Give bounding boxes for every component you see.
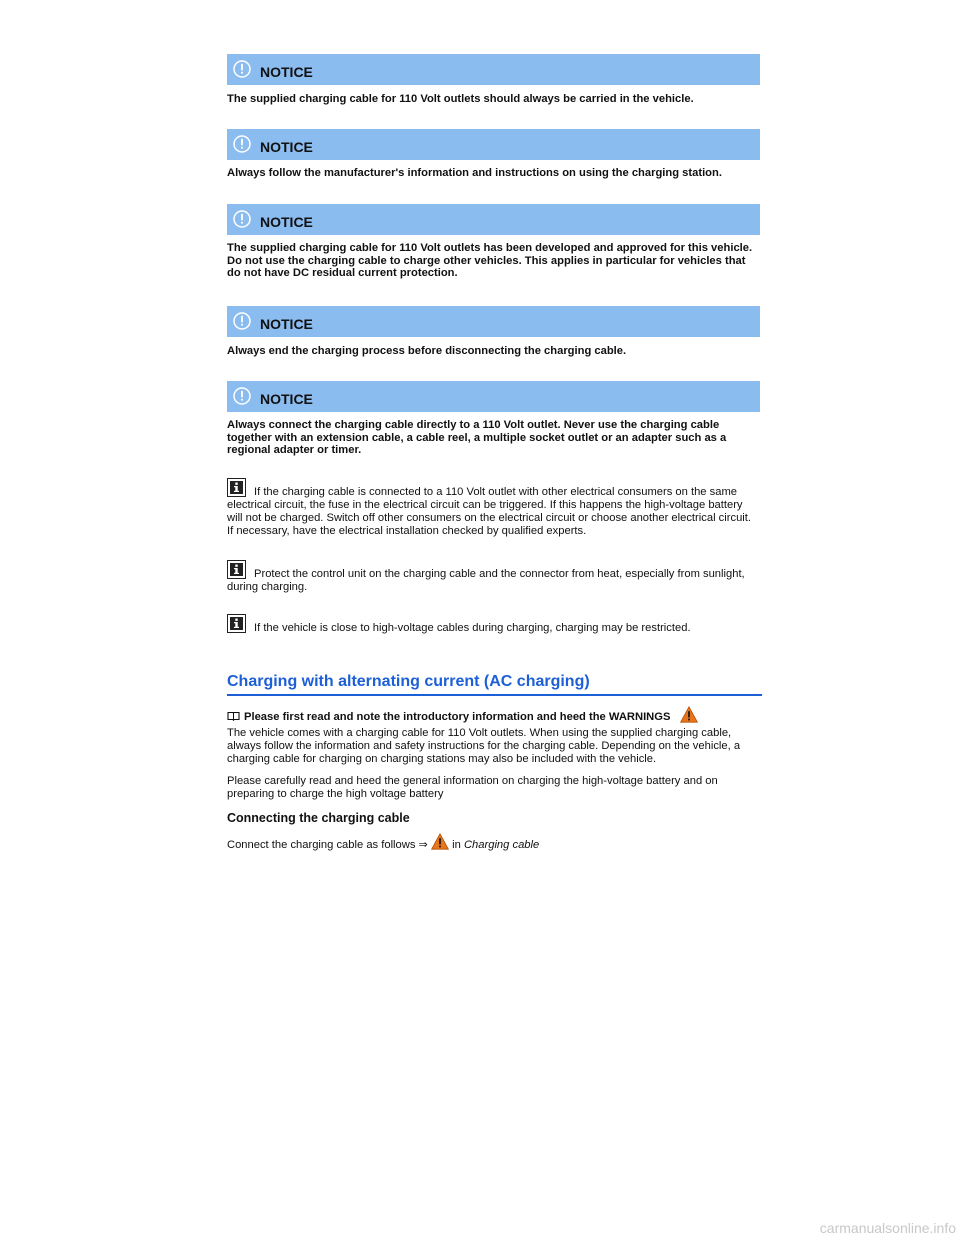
connect-prefix: Connect the charging cable as follows ⇒ bbox=[227, 839, 428, 851]
exclamation-circle-icon bbox=[233, 135, 251, 153]
info-text: If the charging cable is connected to a 110 Volt outlet with other electrical consumers on the same electrical circuit, the fuse in the electrical circuit can be triggered. If this happens the high-voltage battery will not be charged. Switch off other consumers on the electrical circuit or choose another electrical circuit. If necessary, have the electrical installation checked by qualified experts. bbox=[227, 486, 751, 537]
intro-text: Please first read and note the introductory information and heed the WARNINGS bbox=[244, 711, 671, 723]
subheading: Connecting the charging cable bbox=[227, 811, 410, 825]
exclamation-circle-icon bbox=[233, 60, 251, 78]
connect-in: in bbox=[452, 839, 461, 851]
info-note bbox=[227, 614, 760, 635]
exclamation-circle-icon bbox=[233, 210, 251, 228]
body-paragraph: Please carefully read and heed the general information on charging the high-voltage battery and on preparing to charge the high voltage battery bbox=[227, 775, 718, 800]
notice-bar bbox=[227, 129, 760, 160]
notice-title: NOTICE bbox=[260, 139, 313, 155]
watermark: carmanualsonline.info bbox=[819, 1220, 956, 1236]
notice-bar bbox=[227, 306, 760, 337]
info-text: Protect the control unit on the charging cable and the connector from heat, especially from sunlight, during charging. bbox=[227, 568, 745, 593]
connect-line bbox=[227, 833, 760, 852]
notice-title: NOTICE bbox=[260, 316, 313, 332]
notice-bar bbox=[227, 381, 760, 412]
section-heading: Charging with alternating current (AC charging) bbox=[227, 673, 762, 696]
book-icon bbox=[227, 711, 240, 721]
notice-title: NOTICE bbox=[260, 214, 313, 230]
charging-cable-link[interactable]: Charging cable bbox=[463, 839, 540, 851]
notice-bar bbox=[227, 54, 760, 85]
notice-text: The supplied charging cable for 110 Volt outlets should always be carried in the vehicle. bbox=[227, 93, 694, 105]
warning-triangle-icon bbox=[680, 706, 698, 723]
exclamation-circle-icon bbox=[233, 312, 251, 330]
notice-title: NOTICE bbox=[260, 391, 313, 407]
info-note bbox=[227, 478, 760, 538]
body-paragraph: The vehicle comes with a charging cable for 110 Volt outlets. When using the supplied charging cable, always follow the information and safety instructions for the charging cable. Depending on the vehicle, a charging cable for charging on charging stations may also be included with the vehicle. bbox=[227, 727, 741, 765]
info-text: If the vehicle is close to high-voltage cables during charging, charging may be restricted. bbox=[254, 622, 691, 634]
intro-line bbox=[227, 706, 760, 724]
warning-triangle-icon[interactable] bbox=[431, 833, 449, 850]
notice-text: Always connect the charging cable directly to a 110 Volt outlet. Never use the charging cable together with an extension cable, a cable reel, a multiple socket outlet or an adapter such as a regional adapter or timer. bbox=[227, 419, 727, 457]
notice-text: The supplied charging cable for 110 Volt outlets has been developed and approved for this vehicle. Do not use the charging cable to charge other vehicles. This applies in particular for vehicles that do not have DC residual current protection. bbox=[227, 242, 753, 280]
notice-text: Always end the charging process before disconnecting the charging cable. bbox=[227, 345, 627, 357]
info-note bbox=[227, 560, 760, 594]
notice-bar bbox=[227, 204, 760, 235]
notice-title: NOTICE bbox=[260, 64, 313, 80]
info-square-icon bbox=[227, 614, 246, 633]
notice-text: Always follow the manufacturer's information and instructions on using the charging station. bbox=[227, 167, 722, 179]
info-square-icon bbox=[227, 560, 246, 579]
exclamation-circle-icon bbox=[233, 387, 251, 405]
info-square-icon bbox=[227, 478, 246, 497]
